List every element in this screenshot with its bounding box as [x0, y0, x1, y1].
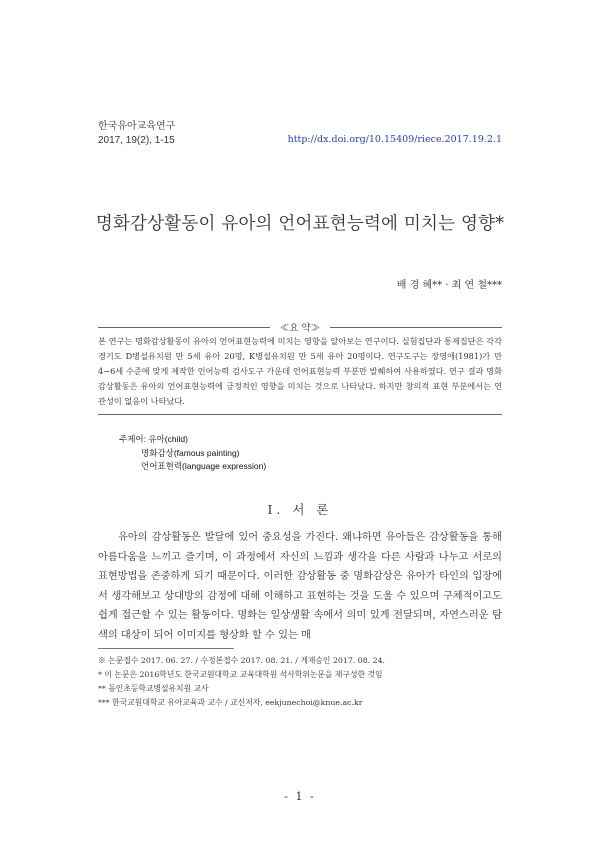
keywords: [119, 433, 266, 474]
paper-title: 명화감상활동이 유아의 언어표현능력에 미치는 영향*: [95, 214, 505, 234]
footnote-divider: [98, 648, 234, 649]
footnotes: [98, 654, 518, 710]
body-text: [98, 528, 502, 645]
footnote: *** 한국교원대학교 유아교육과 교수 / 교신저자, eekjunechoi@knue.ac.kr: [98, 698, 363, 707]
divider: [330, 327, 502, 328]
abstract-bottom-divider: [98, 414, 502, 415]
footnote: * 이 논문은 2016학년도 한국교원대학교 교육대학원 석사학위논문을 재구성한 것임: [98, 670, 383, 679]
footnote: ※ 논문접수 2017. 06. 27. / 수정본접수 2017. 08. 21. / 게재승인 2017. 08. 24.: [98, 656, 386, 665]
doi-link[interactable]: http://dx.doi.org/10.15409/riece.2017.19.2.1: [287, 134, 502, 145]
page-number: - 1 -: [284, 790, 316, 803]
section-heading: Ⅰ. 서 론: [267, 502, 333, 517]
paper-authors: 배 경 혜** · 최 연 철***: [396, 280, 502, 291]
abstract-heading: [98, 320, 502, 334]
journal-info: [98, 120, 175, 148]
footnote: ** 동인초등학교병설유치원 교사: [98, 684, 209, 693]
body-paragraph: 유아의 감상활동은 발달에 있어 중요성을 가진다. 왜냐하면 유아들은 감상활동을 통해 아름다움을 느끼고 즐기며, 이 과정에서 자신의 느낌과 생각을 다른 사람과 나누고 서로의 표현방법을 존중하게 되기 때문이다. 이러한 감상활동 중 명화감상은 유아가 타인의 입장에서 생각해보고 상대방의 감정에 대해 이해하고 표현하는 것을 도울 수 있으며 구체적이고도 쉽게 접근할 수 있는 활동이다. 명화는 일상생활 속에서 의미 있게 전달되며, 자연스러운 탐색의 대상이 되어 이미지를 형상화 할 수 있는 매: [98, 532, 502, 641]
abstract-text: 본 연구는 명화감상활동이 유아의 언어표현능력에 미치는 영향을 알아보는 연구이다. 실험집단과 통제집단은 각각 경기도 D병설유치원 만 5세 유아 20명, K병설유치원 만 5세 유아 20명이다. 연구도구는 장영애(1981)가 만 4~6세 수준에 맞게 제작한 언어능력 검사도구 가운데 언어표현능력 부분만 발췌하여 사용하였다. 연구 결과 명화감상활동은 유아의 언어표현능력에 긍정적인 영향을 미치는 것으로 나타났다. 하지만 창의적 표현 부분에서는 연관성이 없음이 나타났다.: [98, 336, 502, 407]
journal-issue: 2017, 19(2), 1-15: [98, 135, 175, 146]
journal-name: 한국유아교육연구: [98, 121, 176, 132]
keyword-item: 언어표현력(language expression): [141, 461, 267, 471]
abstract-heading-text: ≪요 약≫: [279, 323, 321, 334]
keywords-label: 주제어:: [119, 434, 146, 444]
keyword-item: 유아(child): [148, 434, 188, 444]
keyword-item: 명화감상(famous painting): [141, 447, 240, 458]
